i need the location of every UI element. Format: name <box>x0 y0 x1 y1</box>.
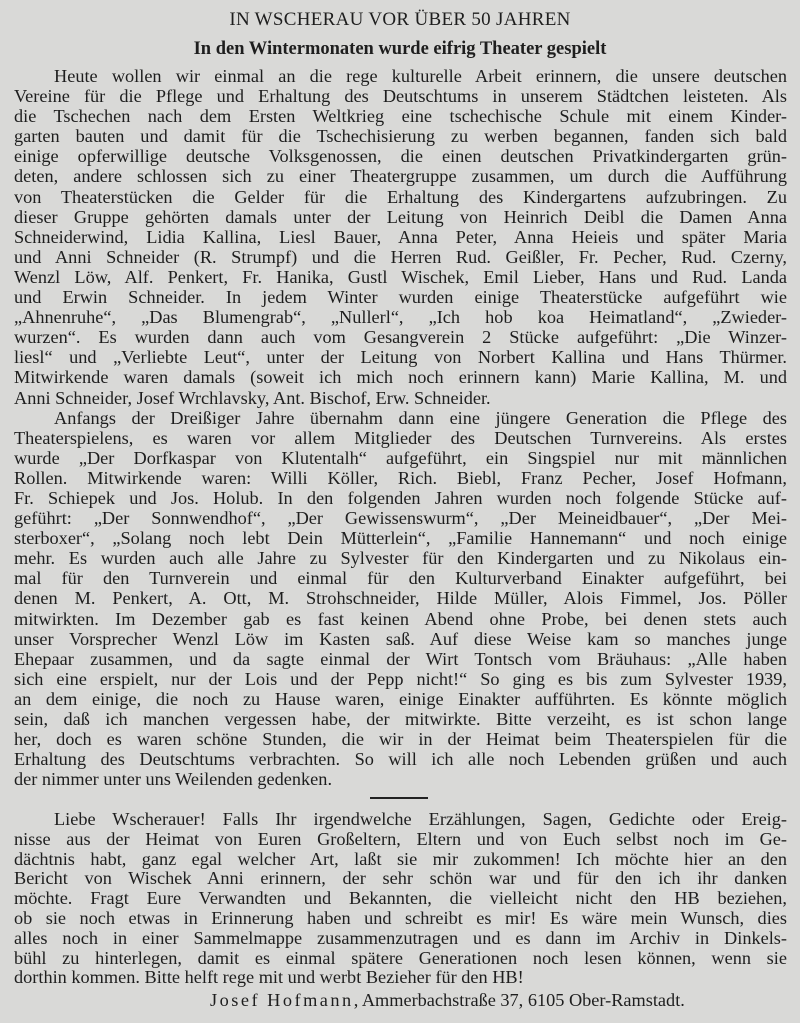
signature-name: Josef Hofmann <box>210 990 354 1010</box>
article-subtitle: In den Wintermonaten wurde eifrig Theater gespielt <box>193 39 607 59</box>
paragraph-3-line: Bericht von Wischek Anni erinnern, der sehr schön war und für den ich ihr danken <box>14 868 787 889</box>
paragraph-1-line: und Erwin Schneider. In jedem Winter wurden einige Theaterstücke aufgeführt wie <box>14 287 787 308</box>
paragraph-3-line: möchte. Fragt Eure Verwandten und Bekannten, die vielleicht nicht den HB beziehen, <box>14 888 787 909</box>
paragraph-2-line: mehr. Es wurden auch alle Jahre zu Sylvester für den Kindergarten und zu Nikolaus ein- <box>14 548 787 569</box>
paragraph-1-line: die Tschechen nach dem Ersten Weltkrieg eine tschechische Schule mit einem Kinder- <box>14 106 787 127</box>
paragraph-2-line: geführt: „Der Sonnwendhof“, „Der Gewissenswurm“, „Der Meineidbauer“, „Der Mei- <box>14 508 787 529</box>
paragraph-3-line: dorthin kommen. Bitte helft rege mit und werbt Bezieher für den HB! <box>14 967 524 988</box>
paragraph-2-line: sterboxer“, „Solang noch lebt Dein Mütterlein“, „Familie Hannemann“ und noch einige <box>14 528 787 549</box>
paragraph-2-line: der nimmer unter uns Weilenden gedenken. <box>14 769 333 790</box>
paragraph-2-line: sich eine erspielt, nur der Lois und der Pepp nicht!“ So ging es bis zum Sylvester 1939, <box>14 668 787 689</box>
paragraph-2-line: her, doch es waren schöne Stunden, die wir in der Heimat beim Theaterspielen für die <box>14 729 787 750</box>
paragraph-1-line: von Theaterstücken die Gelder für die Erhaltung des Kindergartens aufzubringen. Zu <box>14 186 787 207</box>
paragraph-2-line: wurde „Der Dorfkaspar von Klutentalh“ aufgeführt, ein Singspiel nur mit männlichen <box>14 447 787 468</box>
paragraph-2-line: denen M. Penkert, A. Ott, M. Strohschneider, Hilde Müller, Alois Fimmel, Jos. Pöller <box>14 588 787 609</box>
paragraph-2-line: Anfangs der Dreißiger Jahre übernahm dann eine jüngere Generation die Pflege des <box>54 407 787 428</box>
paragraph-2-line: Theaterspielens, es waren vor allem Mitglieder des Deutschen Turnvereins. Als erstes <box>14 427 787 448</box>
section-divider <box>370 797 428 799</box>
article-body <box>14 66 787 789</box>
signature-address: , Ammerbachstraße 37, 6105 Ober-Ramstadt. <box>353 990 685 1010</box>
paragraph-1-line: einige opferwillige deutsche Volksgenossen, die einen deutschen Privatkindergarten grün- <box>14 146 787 167</box>
paragraph-3-line: dächtnis habt, ganz egal welcher Art, laßt sie mir zukommen! Ich möchte hier an den <box>14 848 787 869</box>
paragraph-1-line: Schneiderwind, Lidia Kallina, Liesl Bauer, Anna Peter, Anna Heieis und später Maria <box>14 226 787 247</box>
article-title: IN WSCHERAU VOR ÜBER 50 JAHREN <box>229 9 571 30</box>
paragraph-1-line: Wenzl Löw, Alf. Penkert, Fr. Hanika, Gustl Wischek, Emil Lieber, Hans und Rud. Landa <box>14 266 787 287</box>
paragraph-1-line: Vereine für die Pflege und Erhaltung des Deutschtums in unserem Städtchen leisteten. Als <box>14 86 787 107</box>
paragraph-2-line: Fr. Schiepek und Jos. Holub. In den folgenden Jahren wurden noch folgende Stücke auf- <box>14 487 787 508</box>
signature <box>210 990 685 1010</box>
appeal-paragraph <box>14 810 787 988</box>
paragraph-2-line: mal für den Turnverein und einmal für den Kulturverband Einakter aufgeführt, bei <box>14 568 787 589</box>
paragraph-3-line: Liebe Wscherauer! Falls Ihr irgendwelche Erzählungen, Sagen, Gedichte oder Ereig- <box>54 809 787 829</box>
paragraph-2-line: sein, daß ich manchen vergessen habe, der mitwirkte. Bitte verzeiht, es ist schon lange <box>14 709 787 729</box>
paragraph-3-line: ob sie noch etwas in Erinnerung haben und schreibt es mir! Es wäre mein Wunsch, dies <box>14 907 787 928</box>
paragraph-1-line: und Anni Schneider (R. Strumpf) und die Herren Rud. Geißler, Fr. Pecher, Rud. Czerny, <box>14 246 787 267</box>
paragraph-3-line: bühl zu hinterlegen, damit es einmal spätere Generationen noch lesen können, wenn sie <box>14 947 787 968</box>
paragraph-1-line: garten bauten und damit für die Tschechisierung zu werben begannen, fanden sich bald <box>14 126 787 147</box>
paragraph-2-line: Erhaltung des Deutschtums verbrachten. So will ich alle noch Lebenden grüßen und auch <box>14 749 787 770</box>
paragraph-1-line: dieser Gruppe gehörten damals unter der Leitung von Heinrich Deibl die Damen Anna <box>14 206 787 227</box>
paragraph-2-line: an dem einige, die noch zu Hause waren, einige Einakter aufführten. Es könnte möglich <box>14 688 787 709</box>
paragraph-1-line: liesl“ und „Verliebte Leut“, unter der Leitung von Norbert Kallina und Hans Thürmer. <box>14 347 787 368</box>
paragraph-1-line: Anni Schneider, Josef Wrchlavsky, Ant. Bischof, Erw. Schneider. <box>14 387 491 408</box>
paragraph-1-line: deten, andere schlossen sich zu einer Theatergruppe zusammen, um durch die Aufführung <box>14 166 787 187</box>
paragraph-2-line: mitwirkten. Im Dezember gab es fast keinen Abend ohne Probe, bei denen stets auch <box>14 608 787 629</box>
paragraph-1-line: Mitwirkende waren damals (soweit ich mich noch erinnern kann) Marie Kallina, M. und <box>14 367 787 388</box>
paragraph-3-line: alles noch in einer Sammelmappe zusammenzutragen und es dann im Archiv in Dinkels- <box>14 927 787 948</box>
paragraph-1-line: wurzen“. Es wurden dann auch vom Gesangverein 2 Stücke aufgeführt: „Die Winzer- <box>14 327 787 348</box>
paragraph-2-line: Rollen. Mitwirkende waren: Willi Köller, Rich. Biebl, Franz Pecher, Josef Hofmann, <box>14 467 787 488</box>
paragraph-1-line: Heute wollen wir einmal an die rege kulturelle Arbeit erinnern, die unsere deutschen <box>54 66 787 86</box>
paragraph-3-line: nisse aus der Heimat von Euren Großeltern, Eltern und von Euch selbst noch im Ge- <box>14 828 787 849</box>
paragraph-2-line: unser Vorsprecher Wenzl Löw im Kasten saß. Auf diese Weise kam so manches junge <box>14 628 787 649</box>
paragraph-2-line: Ehepaar zusammen, und da sagte einmal der Wirt Tontsch vom Bräuhaus: „Alle haben <box>14 648 787 669</box>
paragraph-1-line: „Ahnenruhe“, „Das Blumengrab“, „Nullerl“, „Ich hob koa Heimatland“, „Zwieder- <box>14 307 787 328</box>
